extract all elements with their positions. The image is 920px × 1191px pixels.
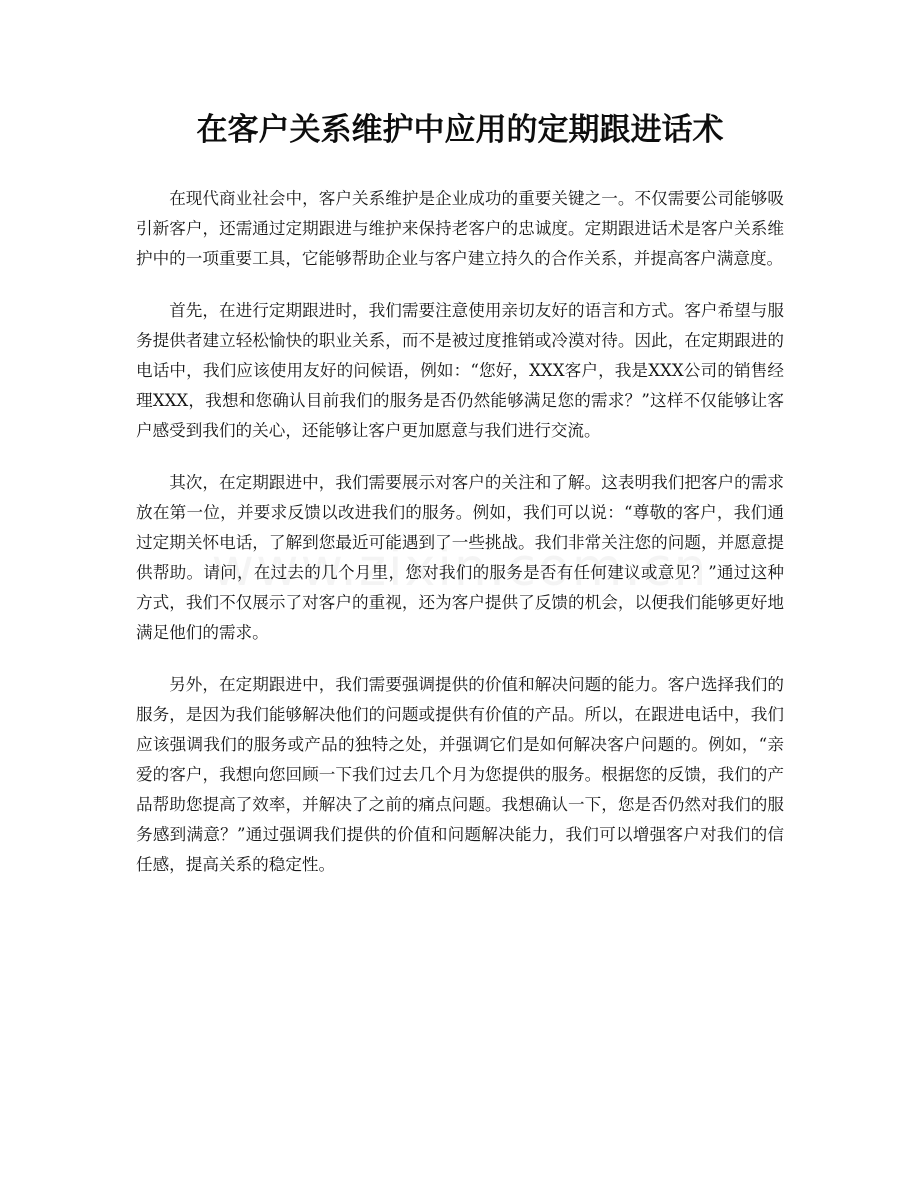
paragraph-2: 首先，在进行定期跟进时，我们需要注意使用亲切友好的语言和方式。客户希望与服务提供者建立轻松愉快的职业关系，而不是被过度推销或冷漠对待。因此，在定期跟进的电话中，我们应该使用友好的问候语，例如：“您好，XXX客户，我是XXX公司的销售经理XXX，我想和您确认目前我们的服务是否仍然能够满足您的需求？”这样不仅能够让客户感受到我们的关心，还能够让客户更加愿意与我们进行交流。 (136, 301, 784, 440)
document-body (136, 184, 784, 880)
document-title: 在客户关系维护中应用的定期跟进话术 (196, 112, 724, 148)
paragraph-1: 在现代商业社会中，客户关系维护是企业成功的重要关键之一。不仅需要公司能够吸引新客户，还需通过定期跟进与维护来保持老客户的忠诚度。定期跟进话术是客户关系维护中的一项重要工具，它能够帮助企业与客户建立持久的合作关系，并提高客户满意度。 (136, 189, 784, 268)
paragraph-4: 另外，在定期跟进中，我们需要强调提供的价值和解决问题的能力。客户选择我们的服务，是因为我们能够解决他们的问题或提供有价值的产品。所以，在跟进电话中，我们应该强调我们的服务或产品的独特之处，并强调它们是如何解决客户问题的。例如，“亲爱的客户，我想向您回顾一下我们过去几个月为您提供的服务。根据您的反馈，我们的产品帮助您提高了效率，并解决了之前的痛点问题。我想确认一下，您是否仍然对我们的服务感到满意？”通过强调我们提供的价值和问题解决能力，我们可以增强客户对我们的信任感，提高关系的稳定性。 (136, 675, 784, 874)
paragraph-3: 其次，在定期跟进中，我们需要展示对客户的关注和了解。这表明我们把客户的需求放在第一位，并要求反馈以改进我们的服务。例如，我们可以说：“尊敬的客户，我们通过定期关怀电话，了解到您最近可能遇到了一些挑战。我们非常关注您的问题，并愿意提供帮助。请问，在过去的几个月里，您对我们的服务是否有任何建议或意见？”通过这种方式，我们不仅展示了对客户的重视，还为客户提供了反馈的机会，以便我们能够更好地满足他们的需求。 (136, 473, 784, 642)
